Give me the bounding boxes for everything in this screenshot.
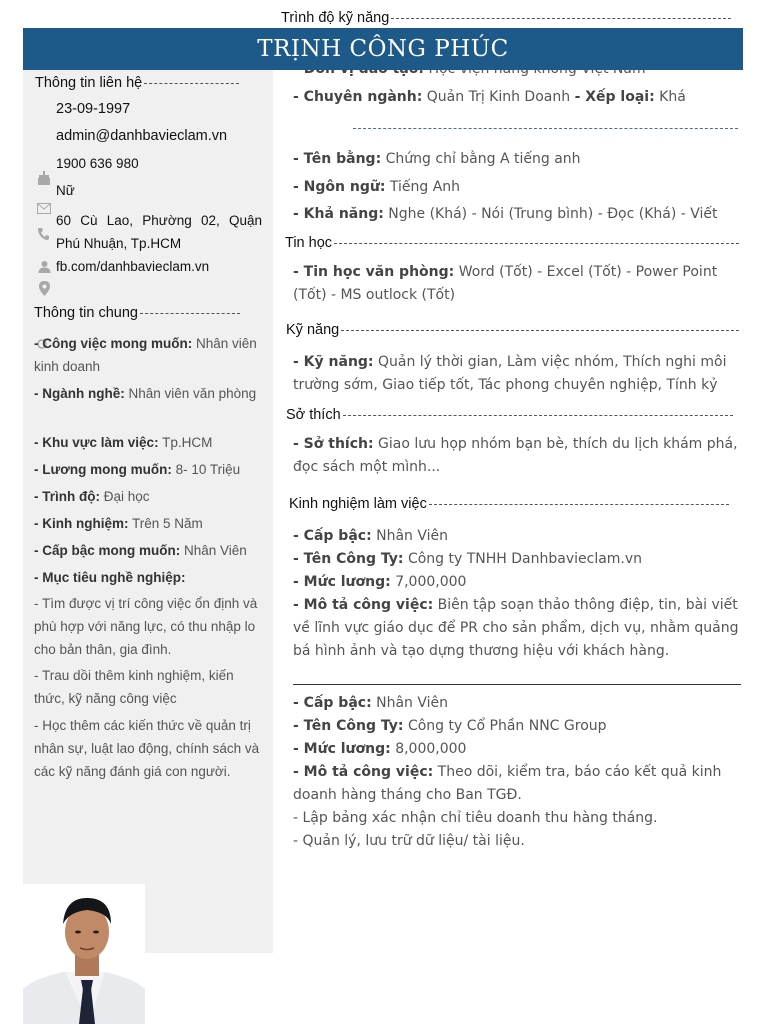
- education-level: - Trình độ: Đại học: [34, 489, 150, 504]
- job-1-company: - Tên Công Ty: Công ty TNHH Danhbavieclam.vn: [293, 551, 643, 567]
- divider: [353, 128, 738, 129]
- degree-row: - Tên bằng: Chứng chỉ bằng A tiếng anh: [293, 151, 581, 167]
- address-text: 60 Cù Lao, Phường 02, Quận Phú Nhuận, Tp.HCM: [56, 213, 262, 251]
- job-2-rank: - Cấp bậc: Nhân Viên: [293, 695, 449, 711]
- soft-skill-row: - Kỹ năng: Quản lý thời gian, Làm việc nhóm, Thích nghi môi trường sớm, Giao tiếp tốt, Tác phong chuyên nghiệp, Tính kỷ: [293, 354, 727, 393]
- section-title-it: Tin học: [285, 235, 745, 251]
- header-bar: [23, 28, 743, 70]
- job-2-task-1: - Lập bảng xác nhận chỉ tiêu doanh thu hàng tháng.: [293, 810, 658, 826]
- phone-text[interactable]: 1900 636 980: [56, 156, 139, 171]
- ability-row: - Khả năng: Nghe (Khá) - Nói (Trung bình) - Đọc (Khá) - Viết: [293, 206, 718, 222]
- job-1-description: - Mô tả công việc: Biên tập soạn thảo thông điệp, tin, bài viết về lĩnh vực giáo dục để PR cho sản phẩm, dịch vụ, nhằm quảng bá hình ảnh và tạo dựng thương hiệu với khách hàng.: [293, 597, 739, 659]
- email-text[interactable]: admin@danhbavieclam.vn: [56, 128, 228, 144]
- desired-rank: - Cấp bậc mong muốn: Nhân Viên: [34, 543, 247, 558]
- desired-salary: - Lương mong muốn: 8- 10 Triệu: [34, 462, 241, 477]
- section-title-skills: Trình độ kỹ năng: [281, 10, 746, 26]
- career-goal-label: - Mục tiêu nghề nghiệp:: [34, 570, 186, 585]
- job-2-salary: - Mức lương: 8,000,000: [293, 741, 467, 757]
- user-icon: [38, 260, 51, 275]
- profile-photo: [23, 884, 145, 1024]
- job-2-company: - Tên Công Ty: Công ty Cổ Phần NNC Group: [293, 718, 607, 734]
- section-title-general: Thông tin chung: [34, 305, 264, 321]
- language-row: - Ngôn ngữ: Tiếng Anh: [293, 179, 461, 195]
- phone-icon: [37, 227, 51, 243]
- section-title-contact: Thông tin liên hệ: [35, 75, 260, 91]
- job-2-task-2: - Quản lý, lưu trữ dữ liệu/ tài liệu.: [293, 833, 525, 849]
- email-icon: [37, 203, 51, 216]
- experience: - Kinh nghiệm: Trên 5 Năm: [34, 516, 203, 531]
- work-area: - Khu vực làm việc: Tp.HCM: [34, 435, 213, 450]
- career-goal-2: - Trau dồi thêm kinh nghiệm, kiến thức, kỹ năng công việc: [34, 668, 234, 706]
- job-2: [293, 692, 745, 853]
- career-goal-3: - Học thêm các kiến thức về quản trị nhân sự, luật lao động, chính sách và các kỹ năng đánh giá con người.: [34, 718, 260, 779]
- section-title-soft-skills: Kỹ năng: [286, 322, 746, 338]
- hobby-row: - Sở thích: Giao lưu họp nhóm bạn bè, thích du lịch khám phá, đọc sách một mình...: [293, 436, 738, 475]
- website-text[interactable]: fb.com/danhbavieclam.vn: [56, 259, 210, 274]
- job-1-rank: - Cấp bậc: Nhân Viên: [293, 528, 449, 544]
- birthday-text: 23-09-1997: [56, 101, 131, 117]
- office-skill-row: - Tin học văn phòng: Word (Tốt) - Excel (Tốt) - Power Point (Tốt) - MS outlock (Tốt): [293, 264, 718, 303]
- education-major: - Chuyên ngành: Quản Trị Kinh Doanh - Xếp loại: Khá: [293, 89, 686, 105]
- candidate-name: TRỊNH CÔNG PHÚC: [257, 36, 509, 62]
- location-icon: [39, 281, 50, 298]
- section-title-work: Kinh nghiệm làm việc: [289, 496, 747, 512]
- gender-text: Nữ: [56, 183, 75, 198]
- job-divider: [293, 684, 741, 685]
- job-1: [293, 525, 745, 663]
- job-1-salary: - Mức lương: 7,000,000: [293, 574, 467, 590]
- desired-job: - Công việc mong muốn: Nhân viên kinh doanh: [34, 336, 257, 374]
- industry: - Ngành nghề: Nhân viên văn phòng: [34, 386, 257, 401]
- job-2-description: - Mô tả công việc: Theo dõi, kiểm tra, báo cáo kết quả kinh doanh hàng tháng cho Ban TGĐ.: [293, 764, 722, 803]
- birthday-icon: [37, 170, 51, 188]
- section-title-hobby: Sở thích: [286, 407, 746, 423]
- career-goal-1: - Tìm được vị trí công việc ổn định và phù hợp với năng lực, có thu nhập lo cho bản thân, gia đình.: [34, 596, 258, 657]
